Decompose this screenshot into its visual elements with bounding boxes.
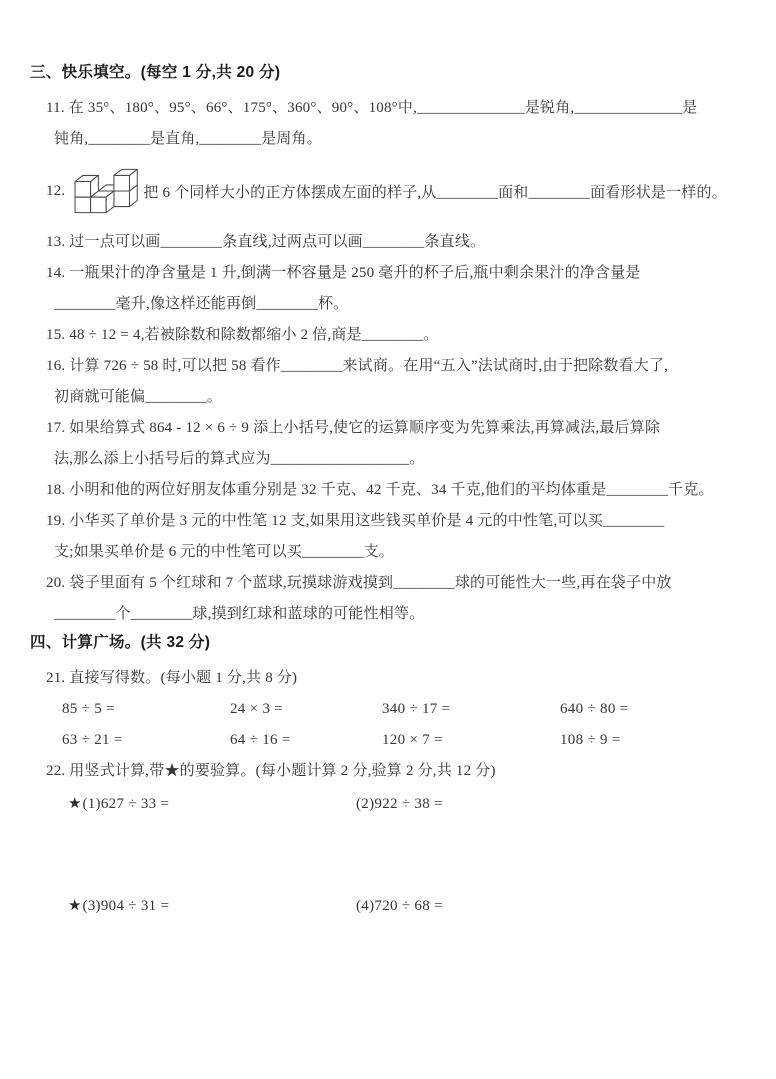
question-19-line-2: 支;如果买单价是 6 元的中性笔可以买________支。 bbox=[54, 544, 394, 560]
question-14-line-1: 14. 一瓶果汁的净含量是 1 升,倒满一杯容量是 250 毫升的杯子后,瓶中剩余果汁的净含量是 bbox=[46, 265, 641, 281]
question-17-line-1: 17. 如果给算式 864 - 12 × 6 ÷ 9 添上小括号,使它的运算顺序变为先算乘法,再算减法,最后算除 bbox=[46, 420, 661, 436]
six-cubes-figure bbox=[69, 160, 139, 222]
calc-item: 85 ÷ 5 = bbox=[62, 701, 115, 717]
star-icon: ★ bbox=[68, 898, 83, 914]
question-12-text: 把 6 个同样大小的正方体摆成左面的样子,从________面和________面看形状是一样的。 bbox=[143, 184, 727, 201]
question-16-line-1: 16. 计算 726 ÷ 58 时,可以把 58 看作________来试商。在用“五入”法试商时,由于把除数看大了, bbox=[46, 358, 669, 374]
question-11-line-1: 11. 在 35°、180°、95°、66°、175°、360°、90°、108°中,______________是锐角,______________是 bbox=[46, 100, 698, 116]
vert-calc-item-4 bbox=[356, 891, 730, 922]
question-22-heading: 22. 用竖式计算,带★的要验算。(每小题计算 2 分,验算 2 分,共 12 分) bbox=[46, 763, 496, 779]
star-icon: ★ bbox=[68, 796, 83, 812]
calc-item: 64 ÷ 16 = bbox=[230, 732, 291, 748]
vert-calc-item-3 bbox=[68, 891, 356, 922]
section-3-heading: 三、快乐填空。(每空 1 分,共 20 分) bbox=[30, 64, 281, 81]
section-4-heading: 四、计算广场。(共 32 分) bbox=[30, 634, 211, 651]
question-19-line-1: 19. 小华买了单价是 3 元的中性笔 12 支,如果用这些钱买单价是 4 元的中性笔,可以买________ bbox=[46, 513, 665, 529]
question-13: 13. 过一点可以画________条直线,过两点可以画________条直线。 bbox=[46, 234, 486, 250]
vertical-calculation-grid bbox=[30, 789, 730, 993]
calc-item: 108 ÷ 9 = bbox=[560, 732, 621, 748]
vert-calc-item-2 bbox=[356, 789, 730, 820]
calc-item: 640 ÷ 80 = bbox=[560, 701, 629, 717]
question-16-line-2: 初商就可能偏________。 bbox=[54, 389, 223, 405]
oral-calculation-grid bbox=[30, 694, 730, 756]
exam-content bbox=[30, 60, 730, 993]
question-12 bbox=[30, 155, 730, 227]
question-15: 15. 48 ÷ 12 = 4,若被除数和除数都缩小 2 倍,商是________。 bbox=[46, 327, 439, 343]
question-20-line-1: 20. 袋子里面有 5 个红球和 7 个蓝球,玩摸球游戏摸到________球的可能性大一些,再在袋子中放 bbox=[46, 575, 672, 591]
vert-calc-label: (3)904 ÷ 31 = bbox=[82, 898, 170, 914]
question-11-line-2: 钝角,________是直角,________是周角。 bbox=[54, 131, 322, 147]
question-14-line-2: ________毫升,像这样还能再倒________杯。 bbox=[54, 296, 349, 312]
question-17-line-2: 法,那么添上小括号后的算式应为__________________。 bbox=[54, 451, 425, 467]
calc-item: 340 ÷ 17 = bbox=[382, 701, 451, 717]
question-21-heading: 21. 直接写得数。(每小题 1 分,共 8 分) bbox=[46, 670, 298, 686]
vert-calc-label: (4)720 ÷ 68 = bbox=[356, 898, 443, 914]
question-20-line-2: ________个________球,摸到红球和蓝球的可能性相等。 bbox=[54, 606, 425, 622]
vert-calc-label: (1)627 ÷ 33 = bbox=[82, 796, 170, 812]
question-18: 18. 小明和他的两位好朋友体重分别是 32 千克、42 千克、34 千克,他们的平均体重是________千克。 bbox=[46, 482, 714, 498]
calc-item: 120 × 7 = bbox=[382, 732, 443, 748]
vert-calc-label: (2)922 ÷ 38 = bbox=[356, 796, 443, 812]
calc-item: 63 ÷ 21 = bbox=[62, 732, 123, 748]
calc-item: 24 × 3 = bbox=[230, 701, 284, 717]
vert-calc-item-1 bbox=[68, 789, 356, 820]
question-12-number: 12. bbox=[46, 182, 66, 199]
